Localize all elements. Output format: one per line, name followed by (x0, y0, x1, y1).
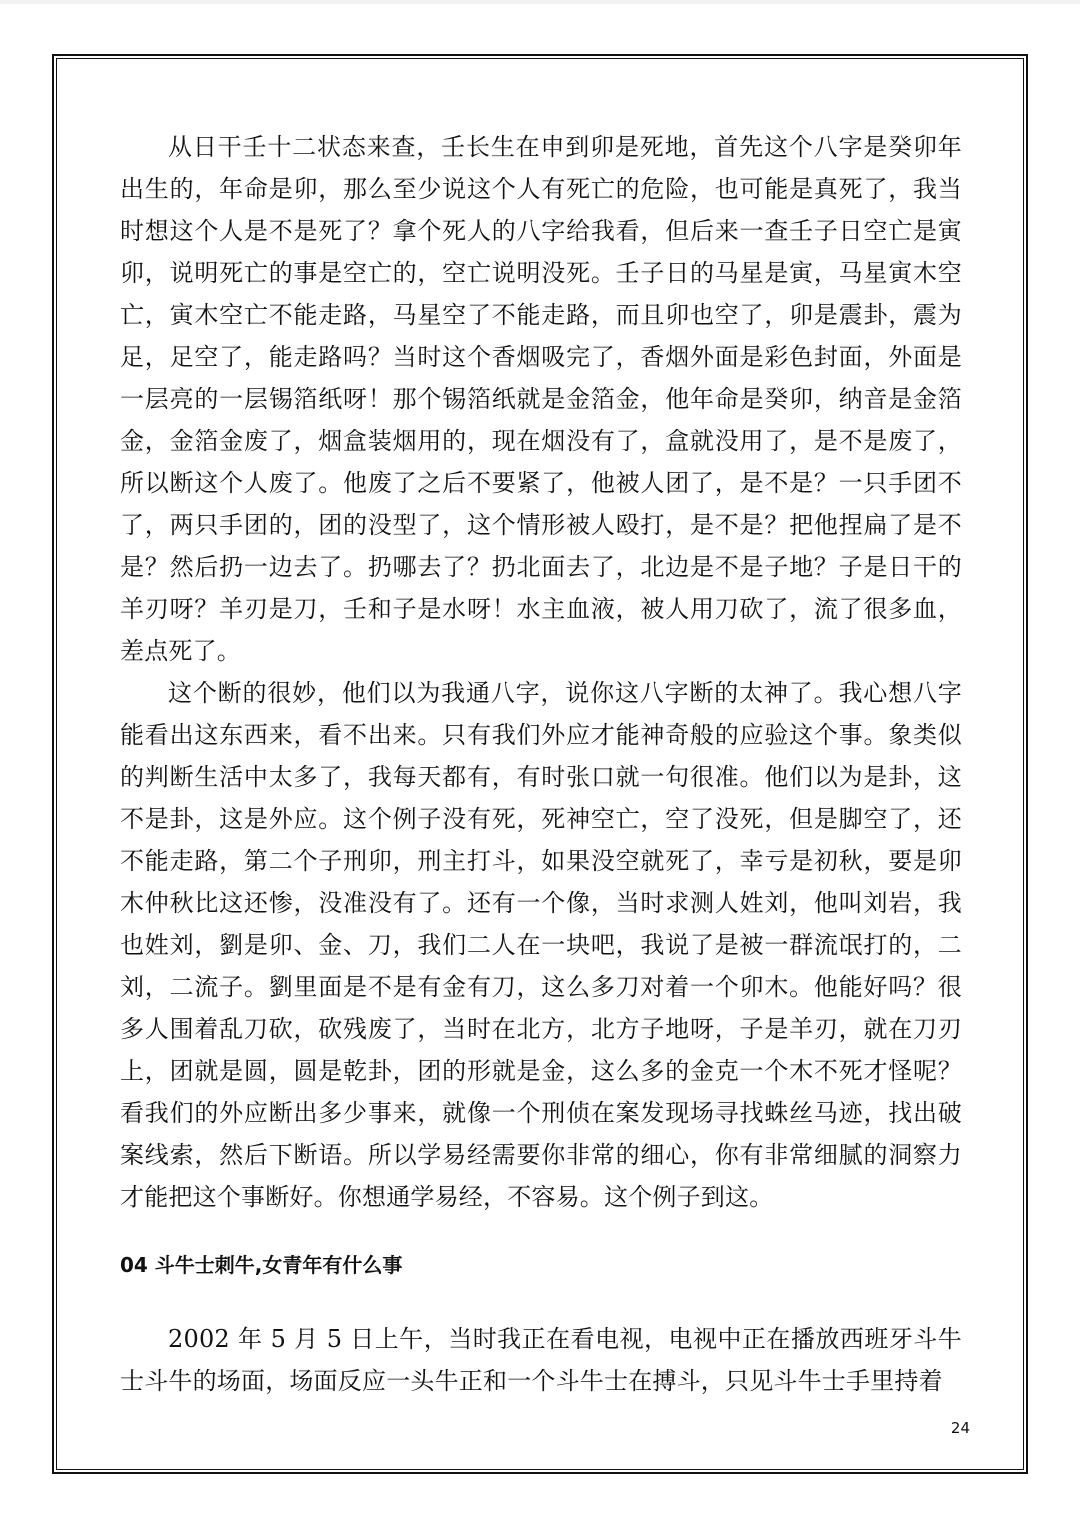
body-paragraph-2: 这个断的很妙，他们以为我通八字，说你这八字断的太神了。我心想八字能看出这东西来，看不出来。只有我们外应才能神奇般的应验这个事。象类似的判断生活中太多了，我每天都有，有时张口就一句很准。他们以为是卦，这不是卦，这是外应。这个例子没有死，死神空亡，空了没死，但是脚空了，还不能走路，第二个子刑卯，刑主打斗，如果没空就死了，幸亏是初秋，要是卯木仲秋比这还惨，没准没有了。还有一个像，当时求测人姓刘，他叫刘岩，我也姓刘，劉是卯、金、刀，我们二人在一块吧，我说了是被一群流氓打的，二刘，二流子。劉里面是不是有金有刀，这么多刀对着一个卯木。他能好吗？很多人围着乱刀砍，砍残废了，当时在北方，北方子地呀，子是羊刃，就在刀刃上，团就是圆，圆是乾卦，团的形就是金，这么多的金克一个木不死才怪呢？看我们的外应断出多少事来，就像一个刑侦在案发现场寻找蛛丝马迹，找出破案线索，然后下断语。所以学易经需要你非常的细心，你有非常细腻的洞察力才能把这个事断好。你想通学易经，不容易。这个例子到这。 (120, 679, 962, 1211)
body-paragraph-1: 从日干壬十二状态来查，壬长生在申到卯是死地，首先这个八字是癸卯年出生的，年命是卯，那么至少说这个人有死亡的危险，也可能是真死了，我当时想这个人是不是死了？拿个死人的八字给我看，但后来一查壬子日空亡是寅卯，说明死亡的事是空亡的，空亡说明没死。壬子日的马星是寅，马星寅木空亡，寅木空亡不能走路，马星空了不能走路，而且卯也空了，卯是震卦，震为足，足空了，能走路吗？当时这个香烟吸完了，香烟外面是彩色封面，外面是一层亮的一层锡箔纸呀！那个锡箔纸就是金箔金，他年命是癸卯，纳音是金箔金，金箔金废了，烟盒装烟用的，现在烟没有了，盒就没用了，是不是废了，所以断这个人废了。他废了之后不要紧了，他被人团了，是不是？一只手团不了，两只手团的，团的没型了，这个情形被人殴打，是不是？把他捏扁了是不是？然后扔一边去了。扔哪去了？扔北面去了，北边是不是子地？子是日干的羊刃呀？羊刃是刀，壬和子是水呀！水主血液，被人用刀砍了，流了很多血，差点死了。 (120, 133, 962, 665)
page-content (120, 126, 962, 1402)
section-heading: 04 斗牛士刺牛,女青年有什么事 (120, 1253, 403, 1277)
page-number: 24 (950, 1419, 970, 1437)
section-paragraph: 2002 年 5 月 5 日上午，当时我正在看电视，电视中正在播放西班牙斗牛士斗牛的场面，场面反应一头牛正和一个斗牛士在搏斗，只见斗牛士手里持着 (120, 1325, 962, 1395)
page-top-edge (0, 0, 1080, 4)
